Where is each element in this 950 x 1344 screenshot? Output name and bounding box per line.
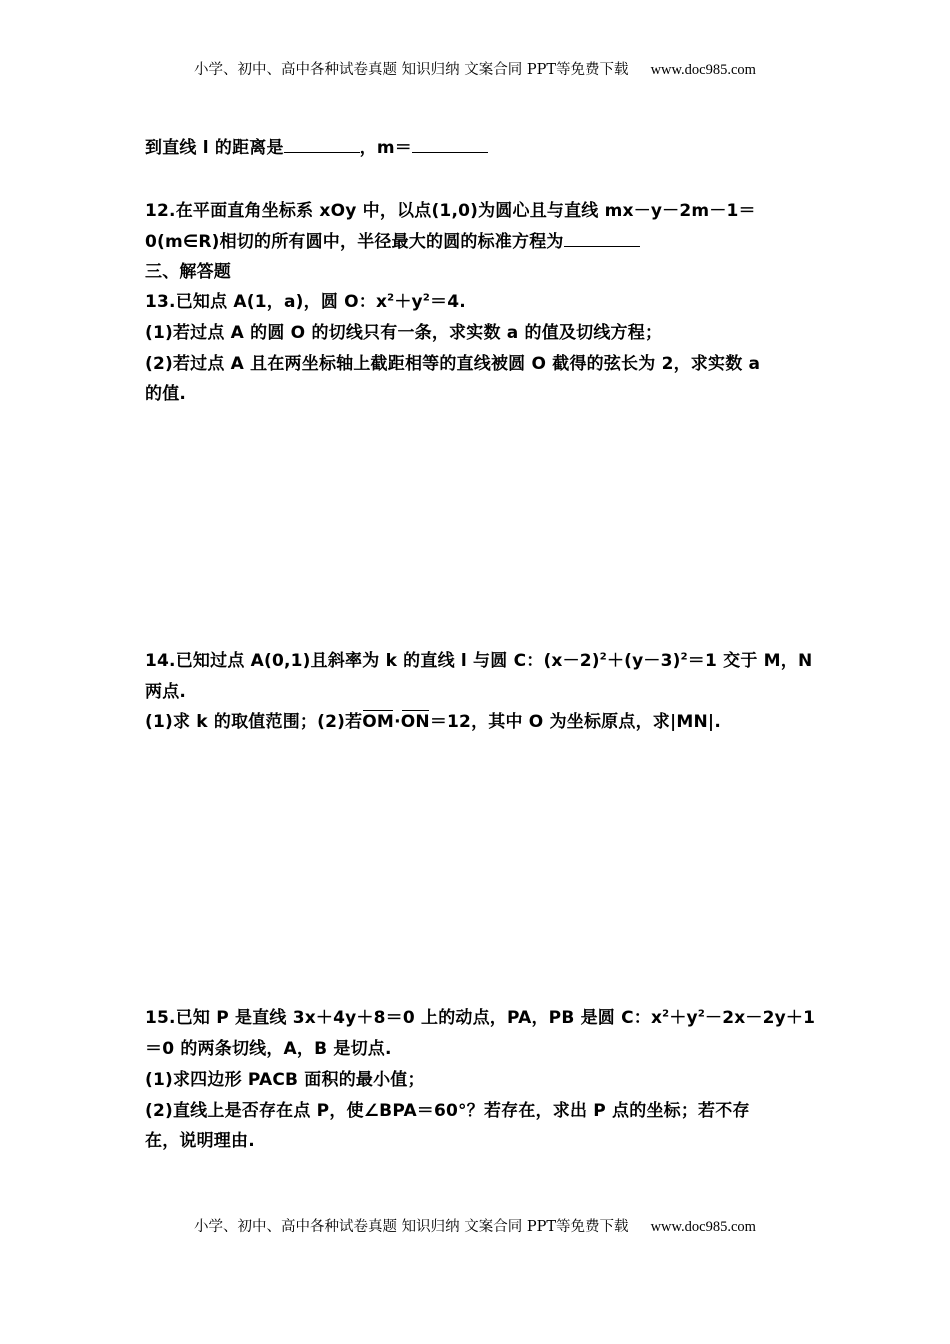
header-url[interactable]: www.doc985.com: [650, 62, 756, 78]
q15-exp-1: 2: [662, 1008, 670, 1020]
q14-exp-2: 2: [680, 651, 688, 663]
q11-separator: ，m＝: [359, 138, 412, 158]
q13-stem-c: ＝4.: [430, 292, 466, 312]
q14-line-3-b: ＝12，其中 O 为坐标原点，求|MN|.: [429, 712, 721, 732]
q15-part-2-line-2: 在，说明理由.: [145, 1131, 255, 1151]
q11-tail-line: [145, 133, 488, 158]
q15-line-1: [145, 1003, 815, 1028]
q13-part-2-line-2: 的值.: [145, 384, 187, 404]
page-header: [0, 58, 950, 79]
q12-line-1: 12.在平面直角坐标系 xOy 中，以点(1,0)为圆心且与直线 mx－y－2m－1＝: [145, 201, 756, 221]
q12-line-2: [145, 227, 640, 252]
q14-vector-om: OM: [362, 712, 395, 732]
q13-stem-a: 13.已知点 A(1，a)，圆 O：x: [145, 292, 388, 312]
q14-dot: ·: [394, 712, 401, 732]
q12-blank: [564, 232, 640, 247]
q11-blank-2: [412, 138, 488, 153]
q15-line-1-b: ＋y: [669, 1008, 698, 1028]
q13-exp-2: 2: [422, 292, 430, 304]
q15-line-1-c: －2x－2y＋1: [705, 1008, 816, 1028]
q14-line-1-c: ＝1 交于 M，N: [687, 651, 813, 671]
footer-url[interactable]: www.doc985.com: [650, 1219, 756, 1235]
q15-line-2: ＝0 的两条切线，A，B 是切点.: [145, 1039, 392, 1059]
q13-part-2-line-1: (2)若过点 A 且在两坐标轴上截距相等的直线被圆 O 截得的弦长为 2，求实数 a: [145, 354, 761, 374]
footer-text: 小学、初中、高中各种试卷真题 知识归纳 文案合同 PPT等免费下载: [194, 1219, 629, 1235]
q15-line-1-a: 15.已知 P 是直线 3x＋4y＋8＝0 上的动点，PA，PB 是圆 C：x: [145, 1008, 663, 1028]
q11-blank-1: [284, 138, 360, 153]
q15-exp-2: 2: [697, 1008, 705, 1020]
q14-line-1-a: 14.已知过点 A(0,1)且斜率为 k 的直线 l 与圆 C：(x－2): [145, 651, 600, 671]
page-footer: [0, 1215, 950, 1236]
q13-stem: [145, 287, 466, 312]
q14-exp-1: 2: [599, 651, 607, 663]
header-text: 小学、初中、高中各种试卷真题 知识归纳 文案合同 PPT等免费下载: [194, 62, 629, 78]
q14-line-3-a: (1)求 k 的取值范围；(2)若: [145, 712, 363, 732]
q14-line-2: 两点.: [145, 682, 187, 702]
q14-line-3: [145, 707, 721, 732]
q12-line-2-text: 0(m∈R)相切的所有圆中，半径最大的圆的标准方程为: [145, 232, 564, 252]
q14-vector-on: ON: [400, 712, 430, 732]
q13-stem-b: ＋y: [394, 292, 423, 312]
q14-line-1: [145, 646, 812, 671]
q13-part-1: (1)若过点 A 的圆 O 的切线只有一条，求实数 a 的值及切线方程；: [145, 323, 663, 343]
q11-tail-text: 到直线 l 的距离是: [145, 138, 284, 158]
q13-exp-1: 2: [387, 292, 395, 304]
q15-part-2-line-1: (2)直线上是否存在点 P，使∠BPA＝60°？若存在，求出 P 点的坐标；若不存: [145, 1101, 750, 1121]
section-title-answers: 三、解答题: [145, 262, 231, 282]
q15-part-1: (1)求四边形 PACB 面积的最小值；: [145, 1070, 425, 1090]
q14-line-1-b: ＋(y－3): [606, 651, 681, 671]
